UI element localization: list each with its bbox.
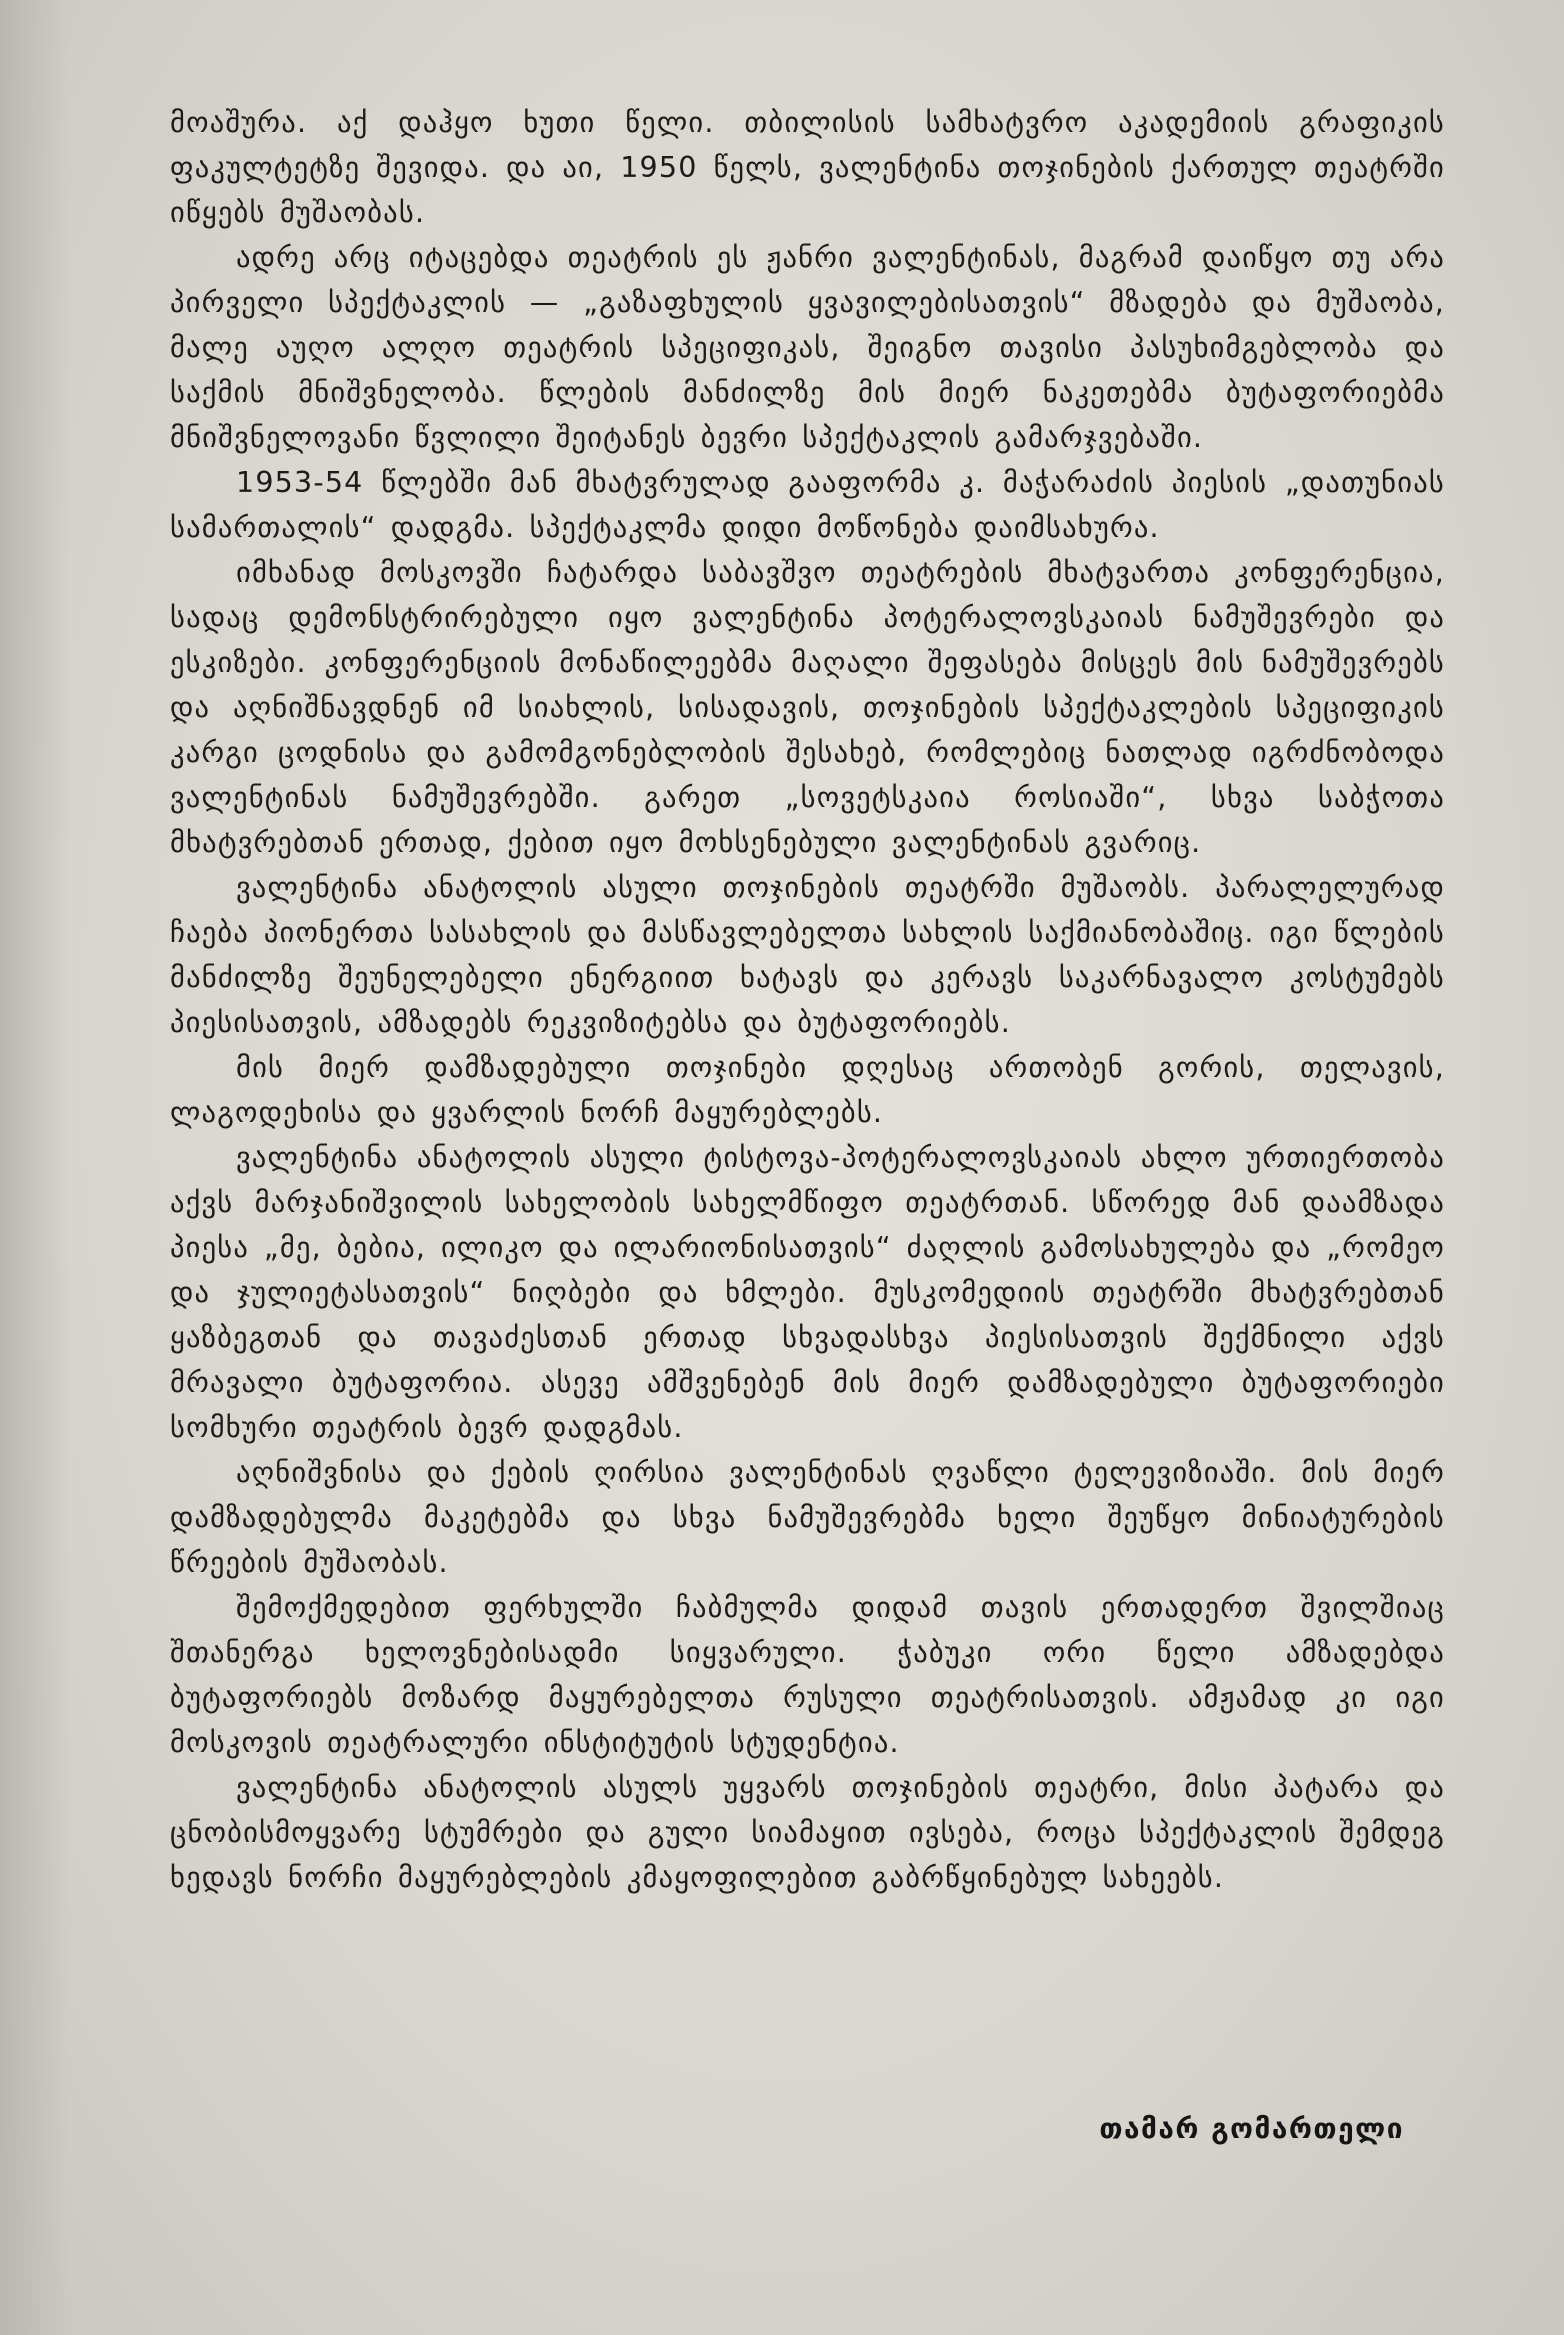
- paragraph: მოაშურა. აქ დაჰყო ხუთი წელი. თბილისის სამხატვრო აკადემიის გრაფიკის ფაკულტეტზე შევიდა. და აი, 1950 წელს, ვალენტინა თოჯინების ქართულ თეატრში იწყებს მუშაობას.: [170, 106, 1445, 229]
- page-edge-shadow: [0, 0, 70, 2335]
- paragraph: შემოქმედებით ფერხულში ჩაბმულმა დიდამ თავის ერთადერთ შვილშიაც შთანერგა ხელოვნებისადმი სიყვარული. ჭაბუკი ორი წელი ამზადებდა ბუტაფორიებს მოზარდ მაყურებელთა რუსული თეატრისათვის. ამჟამად კი იგი მოსკოვის თეატრალური ინსტიტუტის სტუდენტია.: [170, 1591, 1445, 1759]
- article-body: [170, 100, 1445, 1900]
- paragraph: აღნიშვნისა და ქების ღირსია ვალენტინას ღვაწლი ტელევიზიაში. მის მიერ დამზადებულმა მაკეტებმა და სხვა ნამუშევრებმა ხელი შეუწყო მინიატურების წრეების მუშაობას.: [170, 1456, 1445, 1579]
- paragraph: ვალენტინა ანატოლის ასულს უყვარს თოჯინების თეატრი, მისი პატარა და ცნობისმოყვარე სტუმრები და გული სიამაყით ივსება, როცა სპექტაკლის შემდეგ ხედავს ნორჩი მაყურებლების კმაყოფილებით გაბრწყინებულ სახეებს.: [170, 1771, 1445, 1894]
- paragraph: 1953-54 წლებში მან მხატვრულად გააფორმა კ. მაჭარაძის პიესის „დათუნიას სამართალის“ დადგმა. სპექტაკლმა დიდი მოწონება დაიმსახურა.: [170, 466, 1445, 544]
- paragraph: იმხანად მოსკოვში ჩატარდა საბავშვო თეატრების მხატვართა კონფერენცია, სადაც დემონსტრირებული იყო ვალენტინა პოტერალოვსკაიას ნამუშევრები და ესკიზები. კონფერენციის მონაწილეებმა მაღალი შეფასება მისცეს მის ნამუშევრებს და აღნიშნავდნენ იმ სიახლის, სისადავის, თოჯინების სპექტაკლების სპეციფიკის კარგი ცოდნისა და გამომგონებლობის შესახებ, რომლებიც ნათლად იგრძნობოდა ვალენტინას ნამუშევრებში. გარეთ „სოვეტსკაია როსიაში“, სხვა საბჭოთა მხატვრებთან ერთად, ქებით იყო მოხსენებული ვალენტინას გვარიც.: [170, 556, 1445, 859]
- author-signature: თამარ გომართელი: [1099, 2112, 1404, 2145]
- paragraph: ადრე არც იტაცებდა თეატრის ეს ჟანრი ვალენტინას, მაგრამ დაიწყო თუ არა პირველი სპექტაკლის — „გაზაფხულის ყვავილებისათვის“ მზადება და მუშაობა, მალე აუღო ალღო თეატრის სპეციფიკას, შეიგნო თავისი პასუხიმგებლობა და საქმის მნიშვნელობა. წლების მანძილზე მის მიერ ნაკეთებმა ბუტაფორიებმა მნიშვნელოვანი წვლილი შეიტანეს ბევრი სპექტაკლის გამარჯვებაში.: [170, 241, 1445, 454]
- paragraph: მის მიერ დამზადებული თოჯინები დღესაც ართობენ გორის, თელავის, ლაგოდეხისა და ყვარლის ნორჩ მაყურებლებს.: [170, 1051, 1445, 1129]
- paragraph: ვალენტინა ანატოლის ასული ტისტოვა-პოტერალოვსკაიას ახლო ურთიერთობა აქვს მარჯანიშვილის სახელობის სახელმწიფო თეატრთან. სწორედ მან დაამზადა პიესა „მე, ბებია, ილიკო და ილარიონისათვის“ ძაღლის გამოსახულება და „რომეო და ჯულიეტასათვის“ ნიღბები და ხმლები. მუსკომედიის თეატრში მხატვრებთან ყაზბეგთან და თავაძესთან ერთად სხვადასხვა პიესისათვის შექმნილი აქვს მრავალი ბუტაფორია. ასევე ამშვენებენ მის მიერ დამზადებული ბუტაფორიები სომხური თეატრის ბევრ დადგმას.: [170, 1141, 1445, 1444]
- paragraph: ვალენტინა ანატოლის ასული თოჯინების თეატრში მუშაობს. პარალელურად ჩაება პიონერთა სასახლის და მასწავლებელთა სახლის საქმიანობაშიც. იგი წლების მანძილზე შეუნელებელი ენერგიით ხატავს და კერავს საკარნავალო კოსტუმებს პიესისათვის, ამზადებს რეკვიზიტებსა და ბუტაფორიებს.: [170, 871, 1445, 1039]
